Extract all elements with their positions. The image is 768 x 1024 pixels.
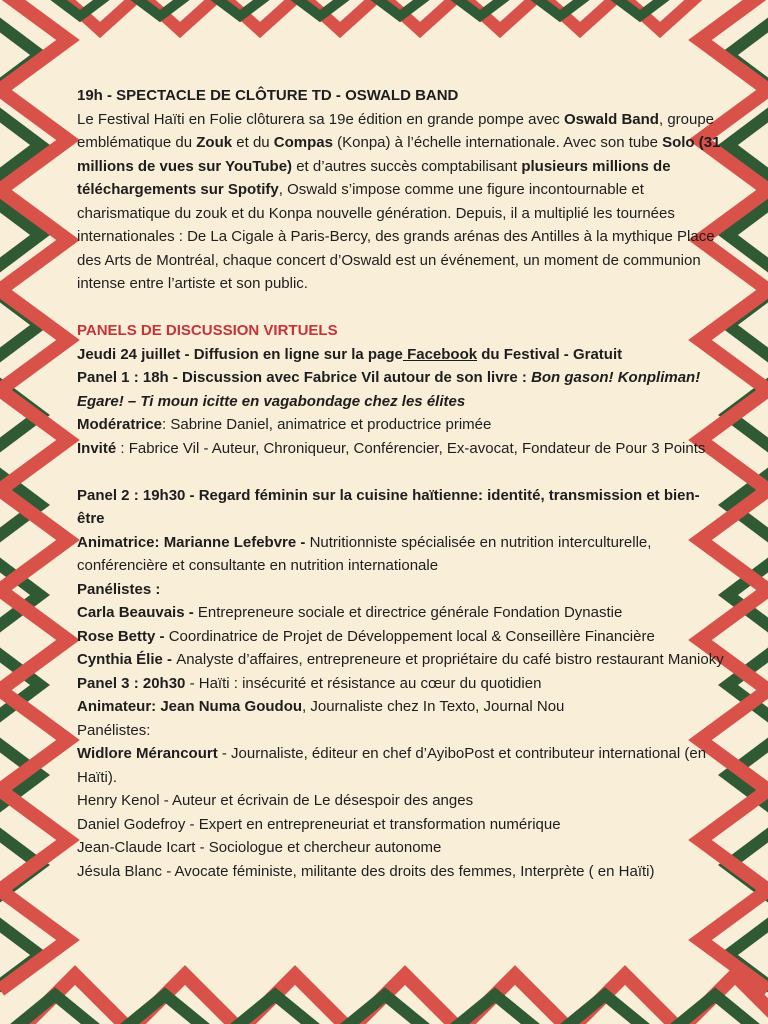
text-span: : Sabrine Daniel, animatrice et productrice primée (162, 416, 492, 433)
panelist-item: Daniel Godefroy - Expert en entrepreneuriat et transformation numérique (77, 815, 561, 833)
closing-show-heading: 19h - SPECTACLE DE CLÔTURE TD - OSWALD BAND (77, 87, 459, 104)
zouk-bold: Zouk (196, 134, 233, 151)
panelist-item (77, 601, 727, 625)
text-span: , groupe emblématique du (77, 110, 715, 151)
panelist-desc: Coordinatrice de Projet de Développement local & Conseillère Financière (168, 627, 655, 645)
panel1-title (77, 366, 727, 413)
panelist-name: Carla Beauvais - (77, 604, 198, 621)
panelist-desc: - Journaliste, éditeur en chef d’AyiboPost et contributeur international (en Haïti). (77, 745, 707, 786)
text-span: , Journaliste chez In Texto, Journal Nou (302, 698, 565, 715)
facebook-link[interactable]: Facebook (402, 345, 478, 363)
text-span: (Konpa) à l’échelle internationale. Avec son tube (332, 134, 663, 151)
panel3-title-bold: Panel 3 : 20h30 (77, 674, 186, 692)
panelist-name: Cynthia Élie - (77, 651, 177, 668)
spotify-bold: plusieurs millions de téléchargements sur Spotify (77, 157, 671, 198)
text-span: Le Festival Haïti en Folie clôturera sa 19e édition en grande pompe avec (77, 110, 564, 128)
panels-date-line (77, 343, 727, 367)
panelist-item: Henry Kenol - Auteur et écrivain de Le désespoir des anges (77, 792, 474, 809)
oswald-band-bold: Oswald Band (563, 110, 659, 128)
text-span: : Fabrice Vil - Auteur, Chroniqueur, Conférencier, Ex-avocat, Fondateur de Pour 3 Points (116, 439, 706, 457)
panelist-item: Jésula Blanc - Avocate féministe, militante des droits des femmes, Interprète ( en Haïti) (77, 862, 655, 880)
book-title: Bon gason! Konpliman! Egare! – Ti moun icitte en vagabondage chez les élites (77, 369, 701, 410)
panel3-panelists-label: Panélistes: (77, 721, 151, 739)
text-span: , Oswald s’impose comme une figure incontournable et charismatique du zouk et du Konpa nouvelle génération. Depuis, il a multiplié les tournées internationales : De La Cigale à Paris-Bercy, des grands arénas des Antilles à la mythique Place des Arts de Montréal, chaque concert d’Oswald est un événement, un moment de communion intense entre l’artiste et son public. (77, 181, 715, 292)
text-span: Nutritionniste spécialisée en nutrition interculturelle, conférencière et consultante en nutrition internationale (77, 533, 652, 574)
panelist-item (77, 742, 727, 789)
moderator-label: Modératrice (77, 416, 163, 433)
panel2-panelists-label: Panélistes : (77, 580, 161, 598)
text-span: et d’autres succès comptabilisant (292, 157, 522, 175)
panelist-item: Jean-Claude Icart - Sociologue et chercheur autonome (77, 839, 442, 856)
animator-label: Animatrice: Marianne Lefebvre - (77, 533, 310, 551)
program-content (77, 84, 727, 883)
panelist-item (77, 648, 727, 672)
compas-bold: Compas (273, 134, 333, 151)
panelist-item (77, 625, 727, 649)
spacer (77, 460, 727, 484)
text-span: et du (232, 134, 274, 151)
panelist-name: Rose Betty - (77, 627, 169, 645)
panel1-guest (77, 437, 727, 461)
panel1-moderator (77, 413, 727, 437)
panelist-name: Widlore Mérancourt (77, 745, 218, 762)
panel2-animator (77, 531, 727, 578)
panel2-title: Panel 2 : 19h30 - Regard féminin sur la cuisine haïtienne: identité, transmission et bien- être (77, 486, 700, 527)
panels-heading: PANELS DE DISCUSSION VIRTUELS (77, 322, 338, 339)
panelist-desc: Analyste d’affaires, entrepreneure et propriétaire du café bistro restaurant Manioky (176, 651, 724, 668)
text-span: - Haïti : insécurité et résistance au cœur du quotidien (185, 674, 542, 692)
panel3-animator (77, 695, 727, 719)
panel3-title (77, 672, 727, 696)
text-span: du Festival - Gratuit (477, 345, 623, 363)
guest-label: Invité (77, 439, 117, 457)
animator-label: Animateur: Jean Numa Goudou (77, 698, 303, 715)
text-span: Panel 1 : 18h - Discussion avec Fabrice Vil autour de son livre : (77, 369, 532, 386)
solo-bold: Solo (31 millions de vues sur YouTube) (77, 134, 721, 175)
panelist-desc: Entrepreneure sociale et directrice générale Fondation Dynastie (197, 604, 623, 621)
closing-show-description (77, 108, 727, 296)
text-span: Jeudi 24 juillet - Diffusion en ligne sur la page (77, 345, 403, 363)
spacer (77, 296, 727, 320)
